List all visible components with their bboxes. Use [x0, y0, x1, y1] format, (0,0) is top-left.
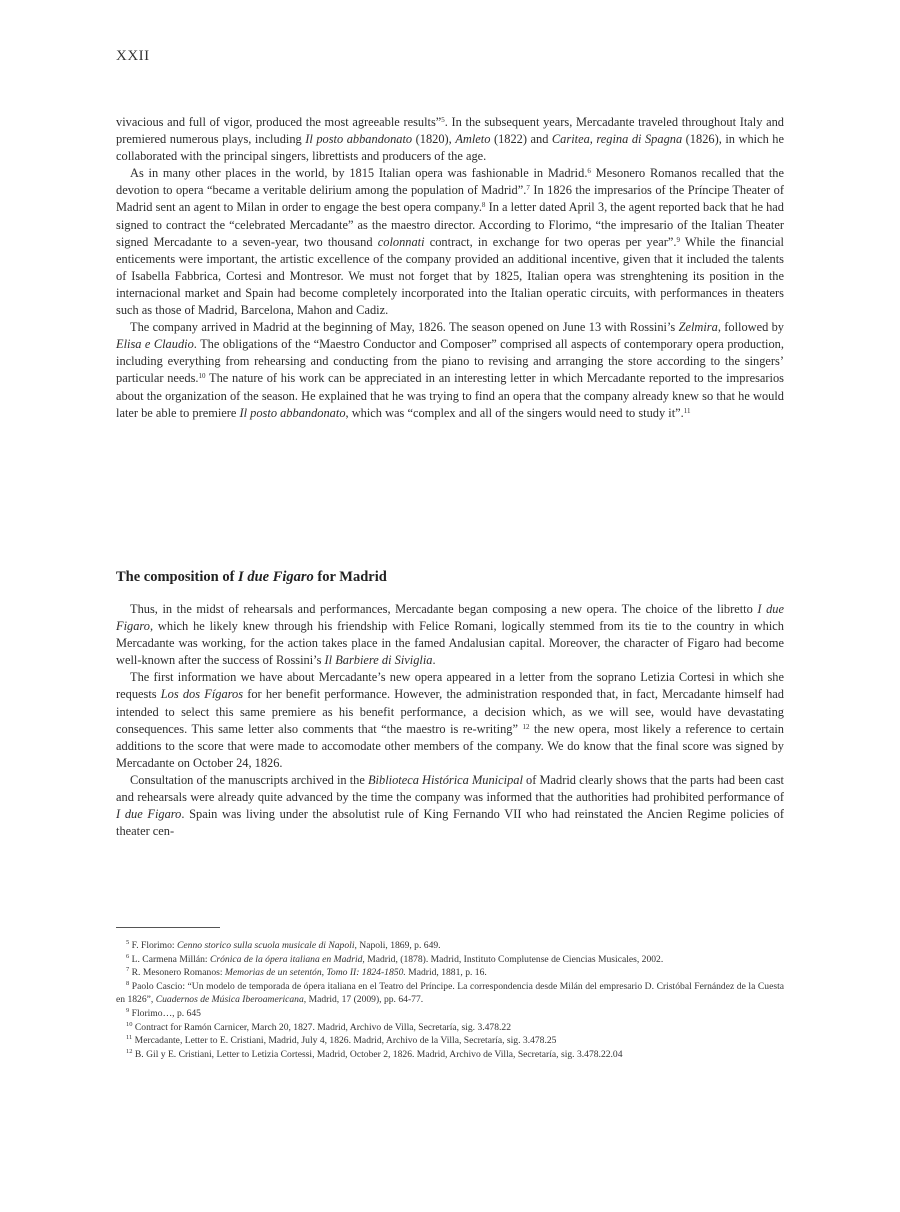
footnotes [116, 939, 784, 1061]
footnote [116, 1007, 784, 1021]
note-reference: 11 [126, 1034, 133, 1042]
italic-text: I due Figaro [116, 807, 182, 822]
body-text-top [116, 114, 784, 422]
italic-text: Il posto abbandonato [305, 132, 413, 147]
text-run: for Madrid [313, 569, 387, 585]
text-run: (1822) and [490, 132, 552, 147]
text-run: The nature of his work can be appreciated in an interesting letter in which Mercadante reported to the impresarios about the organization of the season. He explained that he was trying to find an opera that the company already knew so that he would later be able to premiere [116, 371, 784, 420]
text-run: . [432, 653, 436, 668]
text-run: the new opera, most likely a reference to certain additions to the score that were made to accomodate other members of the company. We do know that the final score was signed by Mercadante on October 24, 1826. [116, 721, 784, 770]
note-reference: 8 [126, 979, 130, 987]
page-number: XXII [116, 48, 150, 64]
italic-text: I due Figaro [238, 569, 314, 585]
text-run: Paolo Cascio: “Un modelo de temporada de ópera italiana en el Teatro del Príncipe. La correspondencia desde Milán del empresario D. Cristóbal Fernández de la Cuesta en 1826”, [116, 980, 784, 1006]
italic-text: Il Barbiere di Siviglia [324, 653, 433, 668]
text-run: Contract for Ramón Carnicer, March 20, 1827. Madrid, Archivo de Villa, Secretaría, sig. 3.478.22 [132, 1021, 512, 1033]
text-run: . The obligations of the “Maestro Conductor and Composer” comprised all aspects of contemporary opera production, including everything from rehearsing and conducting from the piano to revising and arranging the store according to the singers’ particular needs. [116, 337, 784, 386]
text-run: , followed by [717, 320, 784, 335]
text-run: Mercadante, Letter to E. Cristiani, Madrid, July 4, 1826. Madrid, Archivo de la Villa, Secretaría, sig. 3.478.25 [132, 1035, 557, 1047]
note-reference: 11 [683, 406, 691, 415]
text-run: (1826), in which he collaborated with the principal singers, librettists and producers of the age. [116, 132, 785, 164]
text-run: B. Gil y E. Cristiani, Letter to Letizia Cortessi, Madrid, October 2, 1826. Madrid, Archivo de Villa, Secretaría, sig. 3.478.22.04 [132, 1048, 623, 1060]
footnote [116, 1021, 784, 1035]
italic-text: Cenno storico sulla scuola musicale di Napoli [177, 940, 355, 951]
footnote [116, 1048, 784, 1062]
footnote-separator [116, 927, 220, 928]
text-run: Thus, in the midst of rehearsals and performances, Mercadante began composing a new opera. The choice of the libretto [130, 602, 758, 616]
note-reference: 5 [441, 116, 445, 124]
italic-text: Memorias de un setentón, Tomo II: 1824-1850. [224, 967, 406, 979]
italic-text: Zelmira [678, 320, 718, 335]
text-run: Consultation of the manuscripts archived in the [130, 772, 368, 787]
italic-text: I due Figaro [116, 602, 784, 634]
footnote [116, 980, 784, 1007]
italic-text: Caritea, regina di Spagna [551, 132, 683, 147]
paragraph [116, 319, 784, 422]
text-run: Mesonero Romanos recalled that the devotion to opera “became a veritable delirium among the population of Madrid”. [116, 166, 784, 198]
note-reference: 7 [526, 184, 530, 193]
text-run: F. Florimo: [129, 940, 177, 951]
note-reference: 8 [481, 201, 486, 210]
paragraph [116, 165, 784, 319]
text-run: Madrid, 1881, p. 16. [405, 967, 487, 979]
text-run: . In the subsequent years, Mercadante traveled throughout Italy and premiered numerous plays, including [116, 115, 784, 147]
text-run: As in many other places in the world, by 1815 Italian opera was fashionable in Madrid. [130, 166, 588, 181]
italic-text: Elisa e Claudio [116, 337, 194, 352]
italic-text: Amleto [455, 132, 491, 147]
text-run: of Madrid clearly shows that the parts had been cast and rehearsals were already quite advanced by the time the company was informed that the authorities had prohibited performance of [116, 772, 784, 805]
paragraph [116, 114, 784, 165]
text-run: , Madrid, (1878). Madrid, Instituto Complutense de Ciencias Musicales, 2002. [362, 953, 664, 965]
note-reference: 6 [587, 167, 591, 176]
paragraph [116, 601, 784, 669]
note-reference: 9 [676, 235, 680, 244]
italic-text: Crónica de la ópera italiana en Madrid [209, 953, 363, 965]
note-reference: 6 [126, 952, 130, 960]
text-run: While the financial enticements were important, the artistic excellence of the company provided an additional incentive, given that it included the talents of Isabella Fabbrica, Cortesi and Montresor. We must not forget that by 1825, Italian opera was strenghtening its position in the internacional market and Spain had become completely incorporated into the Italian operatic circuits, with performances in theaters such as those of Madrid, Barcelona, Mahon and Cadiz. [116, 234, 784, 318]
section-heading [116, 569, 387, 586]
paragraph [116, 669, 784, 772]
text-run: , Napoli, 1869, p. 649. [354, 940, 441, 951]
note-reference: 12 [522, 722, 530, 731]
text-run: , Madrid, 17 (2009), pp. 64-77. [303, 994, 424, 1006]
note-reference: 12 [126, 1047, 133, 1055]
text-run: . Spain was living under the absolutist rule of King Fernando VII who had reinstated the Ancien Regime policies of theater cen- [116, 807, 784, 839]
paragraph [116, 772, 784, 840]
text-run: contract, in exchange for two operas per year”. [424, 234, 677, 249]
footnote [116, 1034, 784, 1048]
text-run: , which was “complex and all of the singers would need to study it”. [345, 405, 684, 420]
text-run: In 1826 the impresarios of the Príncipe Theater of Madrid sent an agent to Milan in order to engage the best opera company. [116, 183, 785, 215]
italic-text: colonnati [377, 234, 425, 249]
text-run: vivacious and full of vigor, produced the most agreeable results” [116, 115, 442, 129]
footnote [116, 939, 784, 953]
note-reference: 5 [126, 939, 130, 946]
note-reference: 9 [126, 1006, 130, 1014]
italic-text: Biblioteca Histórica Municipal [367, 772, 523, 787]
note-reference: 10 [198, 372, 206, 381]
text-run: , which he likely knew through his friendship with Felice Romani, logically stemmed from its tie to the country in which Mercadante was working, for the action takes place in the famed Andalusian capital. Moreover, the character of Figaro had become well-known after the success of Rossini’s [116, 619, 784, 668]
italic-text: Los dos Fígaros [160, 687, 244, 702]
note-reference: 10 [126, 1020, 133, 1028]
text-run: The company arrived in Madrid at the beginning of May, 1826. The season opened on June 13 with Rossini’s [130, 320, 679, 335]
text-run: (1820), [412, 132, 456, 147]
text-run: Florimo…, p. 645 [129, 1007, 201, 1019]
text-run: The first information we have about Mercadante’s new opera appeared in a letter from the soprano Letizia Cortesi in which she requests [116, 670, 784, 702]
text-run: for her benefit performance. However, the administration responded that, in fact, Mercadante himself had intended to select this same premiere as his benefit performance, a decision which, as we will see, would have devastating consequences. This same letter also comments that “the maestro is re-writing” [116, 687, 784, 736]
text-run: In a letter dated April 3, the agent reported back that he had signed to contract the “celebrated Mercadante” as the maestro director. According to Florimo, “the impresario of the Italian Theater signed Mercadante to a seven-year, two thousand [116, 200, 784, 249]
note-reference: 7 [126, 966, 130, 974]
text-run: L. Carmena Millán: [129, 953, 210, 965]
text-run: R. Mesonero Romanos: [129, 967, 225, 979]
text-run: The composition of [116, 569, 239, 585]
body-text-section [116, 601, 784, 840]
italic-text: Il posto abbandonato [239, 405, 346, 420]
italic-text: Cuadernos de Música Iberoamericana [155, 994, 304, 1006]
footnote [116, 966, 784, 980]
footnote [116, 953, 784, 967]
